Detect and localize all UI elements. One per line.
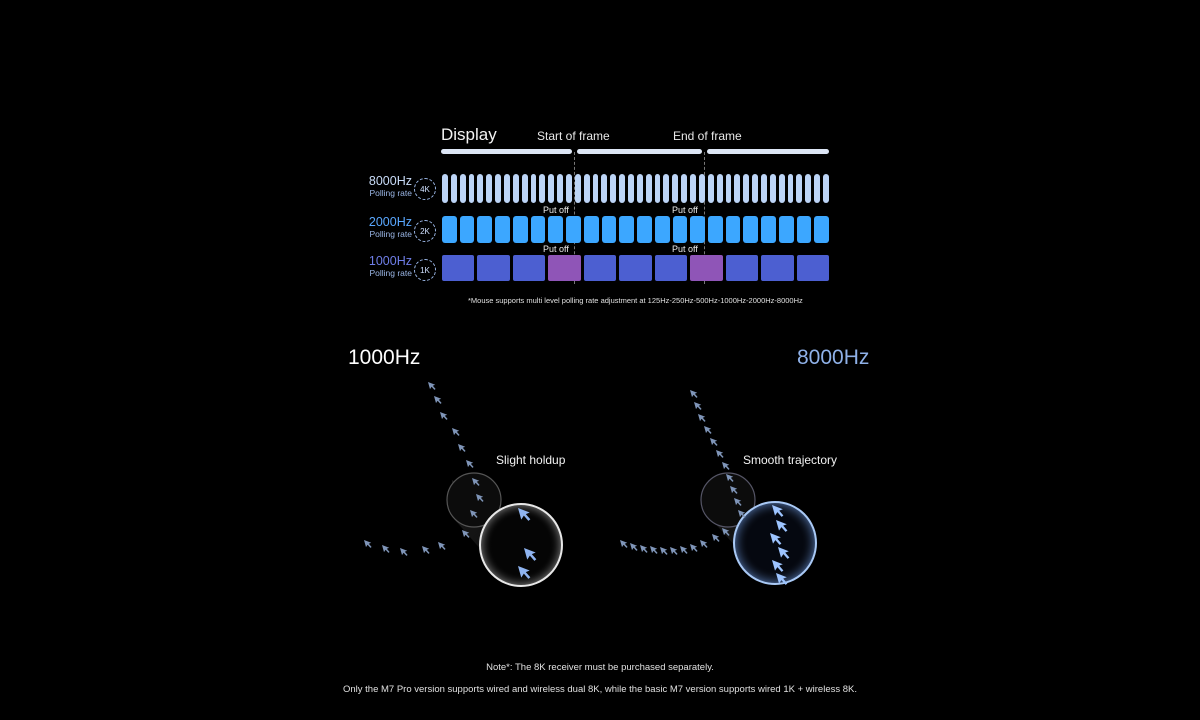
cursor-arrow-icon xyxy=(660,547,668,555)
cursor-arrow-icon xyxy=(434,396,442,404)
cursor-arrow-icon xyxy=(690,544,698,552)
display-title: Display xyxy=(441,125,497,144)
cursor-arrow-icon xyxy=(704,426,712,434)
end-of-frame-label: End of frame xyxy=(673,129,742,143)
rate-value: 8000Hz xyxy=(368,174,412,188)
cursor-arrow-icon xyxy=(428,382,436,390)
cursor-arrow-icon xyxy=(364,540,372,548)
cursor-arrow-icon xyxy=(400,548,408,556)
cursor-arrow-icon xyxy=(694,402,702,410)
rate-value: 2000Hz xyxy=(368,215,412,229)
cursor-arrow-icon xyxy=(382,545,390,553)
badge-1k: 1K xyxy=(414,259,436,281)
cursor-arrow-icon xyxy=(466,460,474,468)
put-off-label: Put off xyxy=(672,244,698,254)
cursor-arrow-icon xyxy=(620,540,628,548)
note-versions: Only the M7 Pro version supports wired and wireless dual 8K, while the basic M7 version supports wired 1K + wireless 8K. xyxy=(342,684,858,695)
cursor-arrow-icon xyxy=(722,462,730,470)
start-of-frame-label: Start of frame xyxy=(537,129,610,143)
cursor-arrow-icon xyxy=(716,450,724,458)
put-off-label: Put off xyxy=(672,205,698,215)
rate-value: 1000Hz xyxy=(368,254,412,268)
cursor-arrow-icon xyxy=(698,414,706,422)
cursor-arrow-icon xyxy=(422,546,430,554)
note-receiver: Note*: The 8K receiver must be purchased separately. xyxy=(486,662,714,673)
polling-footnote: *Mouse supports multi level polling rate adjustment at 125Hz-250Hz-500Hz-1000Hz-2000Hz-8000Hz xyxy=(468,296,803,305)
badge-2k: 2K xyxy=(414,220,436,242)
badge-4k: 4K xyxy=(414,178,436,200)
cursor-arrow-icon xyxy=(650,546,658,554)
cursor-arrow-icon xyxy=(670,547,678,555)
cursor-arrow-icon xyxy=(452,428,460,436)
cursor-arrow-icon xyxy=(458,444,466,452)
rate-subtitle: Polling rate xyxy=(369,268,412,278)
cursor-arrow-icon xyxy=(630,543,638,551)
cursor-arrow-icon xyxy=(438,542,446,550)
put-off-label: Put off xyxy=(543,244,569,254)
caption-slight-holdup: Slight holdup xyxy=(496,453,566,467)
cursor-arrow-icon xyxy=(680,546,688,554)
cursor-arrow-icon xyxy=(640,545,648,553)
cursor-arrow-icon xyxy=(710,438,718,446)
label-8000hz: 8000Hz xyxy=(797,346,870,369)
rate-subtitle: Polling rate xyxy=(369,188,412,198)
cursor-arrow-icon xyxy=(700,540,708,548)
cursor-arrow-icon xyxy=(712,534,720,542)
cursor-arrow-icon xyxy=(690,390,698,398)
rate-subtitle: Polling rate xyxy=(369,229,412,239)
label-1000hz: 1000Hz xyxy=(348,346,421,369)
put-off-label: Put off xyxy=(543,205,569,215)
cursor-arrow-icon xyxy=(440,412,448,420)
caption-smooth-trajectory: Smooth trajectory xyxy=(743,453,838,467)
